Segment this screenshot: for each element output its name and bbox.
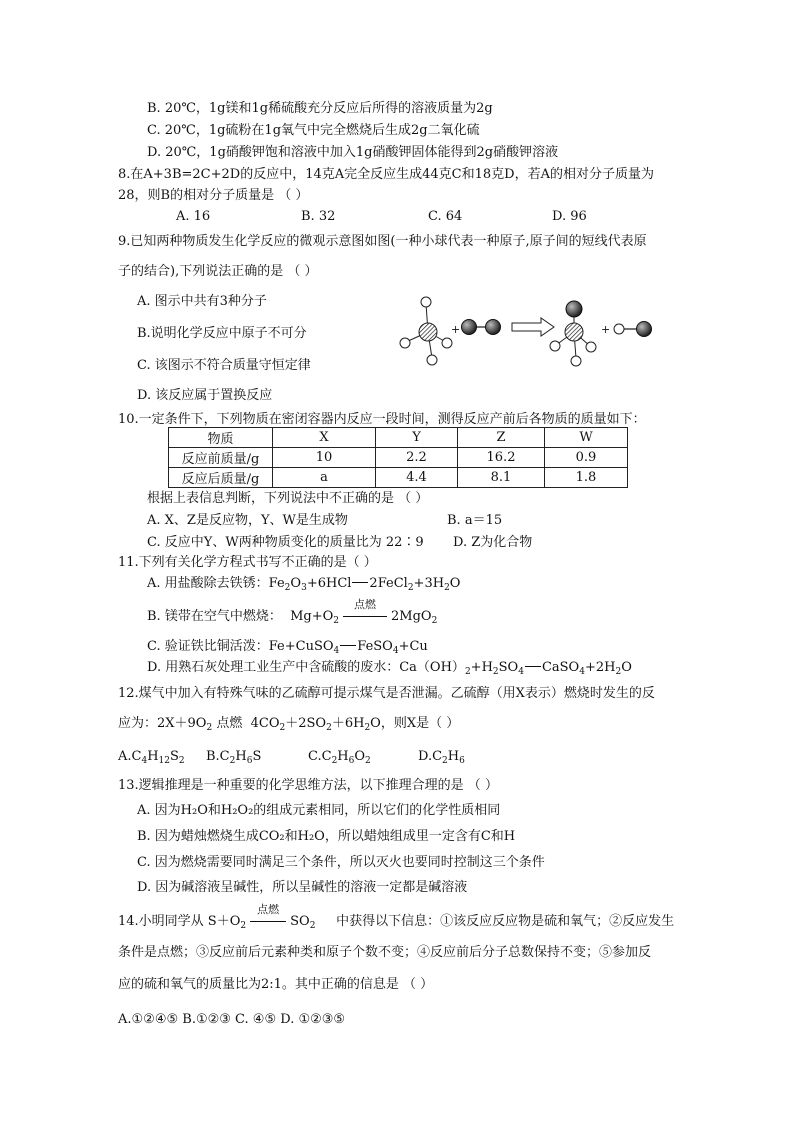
q9-option-c: C. 该图示不符合质量守恒定律 (137, 358, 311, 373)
table-header-cell: Y (376, 428, 458, 448)
q12-option-b: $B.C_2H_6S$ (206, 749, 262, 766)
option-label: D. 用熟石灰处理工业生产中含硫酸的废水： (147, 660, 400, 675)
table-cell: 8.1 (458, 468, 545, 488)
q10-option-c: C. 反应中Y、W两种物质变化的质量比为 22∶9 (147, 535, 424, 550)
q8-option-b: B. 32 (301, 209, 336, 224)
table-header-row (169, 428, 628, 448)
q13-option-d: D. 因为碱溶液呈碱性，所以呈碱性的溶液一定都是碱溶液 (137, 880, 468, 895)
q9-option-a: A. 图示中共有3种分子 (137, 294, 267, 309)
q8-option-a: A. 16 (176, 209, 211, 224)
q11-option-b: B. 镁带在空气中燃烧： $Mg+O_2$ 点燃 2MgO$_2$ (147, 598, 438, 626)
product-molecule-2 (614, 322, 652, 337)
q12-option-a: $A.C_4H_{12}S_2$ (118, 749, 185, 766)
q10-option-d: D. Z为化合物 (453, 535, 533, 550)
q12-stem-line1: 12.煤气中加入有特殊气味的乙硫醇可提示煤气是否泄漏。乙硫醇（用X表示）燃烧时发生的反 (118, 686, 655, 701)
table-cell: 10 (273, 448, 376, 468)
reactant-molecule-2 (462, 320, 501, 335)
option-label: A. 用盐酸除去铁锈： (147, 576, 269, 591)
equation-text: Fe+CuSO$_4$ FeSO$_4$+Cu (268, 639, 428, 656)
table-cell: 反应前质量/g (169, 448, 273, 468)
plus-sign-1: + (451, 323, 461, 336)
dark-atom (566, 301, 582, 317)
white-atom (571, 356, 581, 366)
q14-options: A.①②④⑤ B.①②③ C. ④⑤ D. ①②③⑤ (118, 1012, 346, 1027)
q7-option-c: C. 20℃，1g硫粉在1g氧气中完全燃烧后生成2g二氧化硫 (147, 123, 480, 138)
q10-stem: 10.一定条件下，下列物质在密闭容器内反应一段时间，测得反应产前后各物质的质量如下： (118, 412, 646, 427)
table-header-cell: W (545, 428, 628, 448)
equation-text: $Fe_2O_3+6HCl$ $2FeCl_2+3H_2O$ (268, 576, 461, 593)
table-cell: a (273, 468, 376, 488)
q11-option-a (147, 576, 460, 592)
table-cell: 2.2 (376, 448, 458, 468)
equation-part: 14.小明同学从 S＋O (118, 914, 241, 929)
dark-atom (486, 320, 501, 335)
option-label: B. 镁带在空气中燃烧： (147, 609, 282, 624)
equation-part: ＋6H (331, 716, 365, 731)
reaction-condition: 点燃 (343, 606, 387, 622)
white-atom (421, 297, 431, 307)
dark-atom (462, 320, 477, 335)
q10-option-b: B. a＝15 (447, 513, 503, 528)
q13-option-c: C. 因为燃烧需要同时满足三个条件，所以灭火也要同时控制这三个条件 (137, 855, 545, 870)
q10-option-a: A. X、Z是反应物，Y、W是生成物 (147, 513, 348, 528)
white-atom (614, 324, 624, 334)
q14-line2: 条件是点燃；③反应前后元素种类和原子个数不变；④反应前后分子总数保持不变；⑤参加反 (118, 945, 652, 960)
q7-option-d: D. 20℃，1g硝酸钾饱和溶液中加入1g硝酸钾固体能得到2g硝酸钾溶液 (147, 145, 559, 160)
product-molecule-1 (550, 301, 596, 366)
q13-option-a: A. 因为H₂O和H₂O₂的组成元素相同，所以它们的化学性质相同 (137, 803, 501, 818)
equation-part: ＋2SO (285, 716, 327, 731)
q14-line3: 应的硫和氧气的质量比为2:1。其中正确的信息是 （ ） (118, 977, 434, 992)
reaction-condition: 点燃 (216, 716, 243, 731)
table-cell: 反应后质量/g (169, 468, 273, 488)
table-cell: 16.2 (458, 448, 545, 468)
equation-part: 4CO (250, 716, 280, 731)
white-atom (586, 342, 596, 352)
equation-text: $Ca(OH)_2+H_2SO_4$ $CaSO_4+2H_2O$ (399, 660, 632, 677)
dark-atom (637, 322, 652, 337)
reaction-arrow-icon (512, 318, 554, 336)
q13-stem: 13.逻辑推理是一种重要的化学思维方法，以下推理合理的是 （ ） (118, 778, 498, 793)
q9-option-b: B.说明化学反应中原子不可分 (137, 326, 307, 341)
q14-stem-line1: 14.小明同学从 $S+O_2$ 点燃 $SO_2$ 中获得以下信息：①该反应反应物是硫和氧气；②反应发生 (118, 903, 675, 931)
table-header-cell: 物质 (169, 428, 273, 448)
hatched-atom (419, 323, 437, 341)
q9-stem-line2: 子的结合),下列说法正确的是 （ ） (118, 264, 318, 279)
reaction-diagram (398, 290, 660, 370)
reaction-condition: 点燃 (250, 911, 286, 927)
q8-option-d: D. 96 (552, 209, 587, 224)
table-cell: 1.8 (545, 468, 628, 488)
table-row (169, 468, 628, 488)
q11-option-d (147, 660, 632, 676)
option-label: C. 验证铁比铜活泼： (147, 639, 269, 654)
q12-option-c: $C.C_2H_6O_2$ (308, 749, 371, 766)
table-header-cell: X (273, 428, 376, 448)
white-atom (550, 341, 560, 351)
white-atom (442, 338, 452, 348)
table-row (169, 448, 628, 468)
q8-stem-line2: 28，则B的相对分子质量是 （ ） (118, 188, 309, 203)
hatched-atom (565, 323, 583, 341)
table-cell: 0.9 (545, 448, 628, 468)
equation-part: SO (290, 914, 310, 929)
plus-sign-2: + (601, 323, 611, 336)
q9-option-d: D. 该反应属于置换反应 (137, 388, 273, 403)
q10-question: 根据上表信息判断，下列说法中不正确的是 （ ） (147, 491, 429, 506)
equation-part: 应为：2X＋9O (118, 716, 207, 731)
q11-option-c (147, 639, 428, 655)
q7-option-b: B. 20℃，1g镁和1g稀硫酸充分反应后所得的溶液质量为2g (147, 101, 493, 116)
reactant-molecule-1 (400, 297, 452, 365)
q8-option-c: C. 64 (428, 209, 463, 224)
equation-part: O，则X是（ ） (370, 716, 460, 731)
q9-stem-line1: 9.已知两种物质发生化学反应的微观示意图如图(一种小球代表一种原子,原子间的短线代表原 (118, 234, 647, 249)
q13-option-b: B. 因为蜡烛燃烧生成CO₂和H₂O，所以蜡烛组成里一定含有C和H (137, 829, 516, 844)
q12-stem-line2: 应为：$2X+9O_2$ 点燃 $4CO_2+2SO_2+6H_2O$，则X是（ ） (118, 716, 460, 733)
q11-stem: 11.下列有关化学方程式书写不正确的是（ ） (118, 555, 377, 570)
table-header-cell: Z (458, 428, 545, 448)
white-atom (427, 355, 437, 365)
q12-option-d: $D.C_2H_6$ (418, 749, 465, 766)
q8-stem-line1: 8.在A+3B=2C+2D的反应中，14克A完全反应生成44克C和18克D，若A的相对分子质量为 (118, 167, 654, 182)
q14-stem-text: 中获得以下信息：①该反应反应物是硫和氧气；②反应发生 (336, 914, 675, 929)
white-atom (400, 338, 410, 348)
q10-mass-table (168, 427, 628, 488)
table-cell: 4.4 (376, 468, 458, 488)
